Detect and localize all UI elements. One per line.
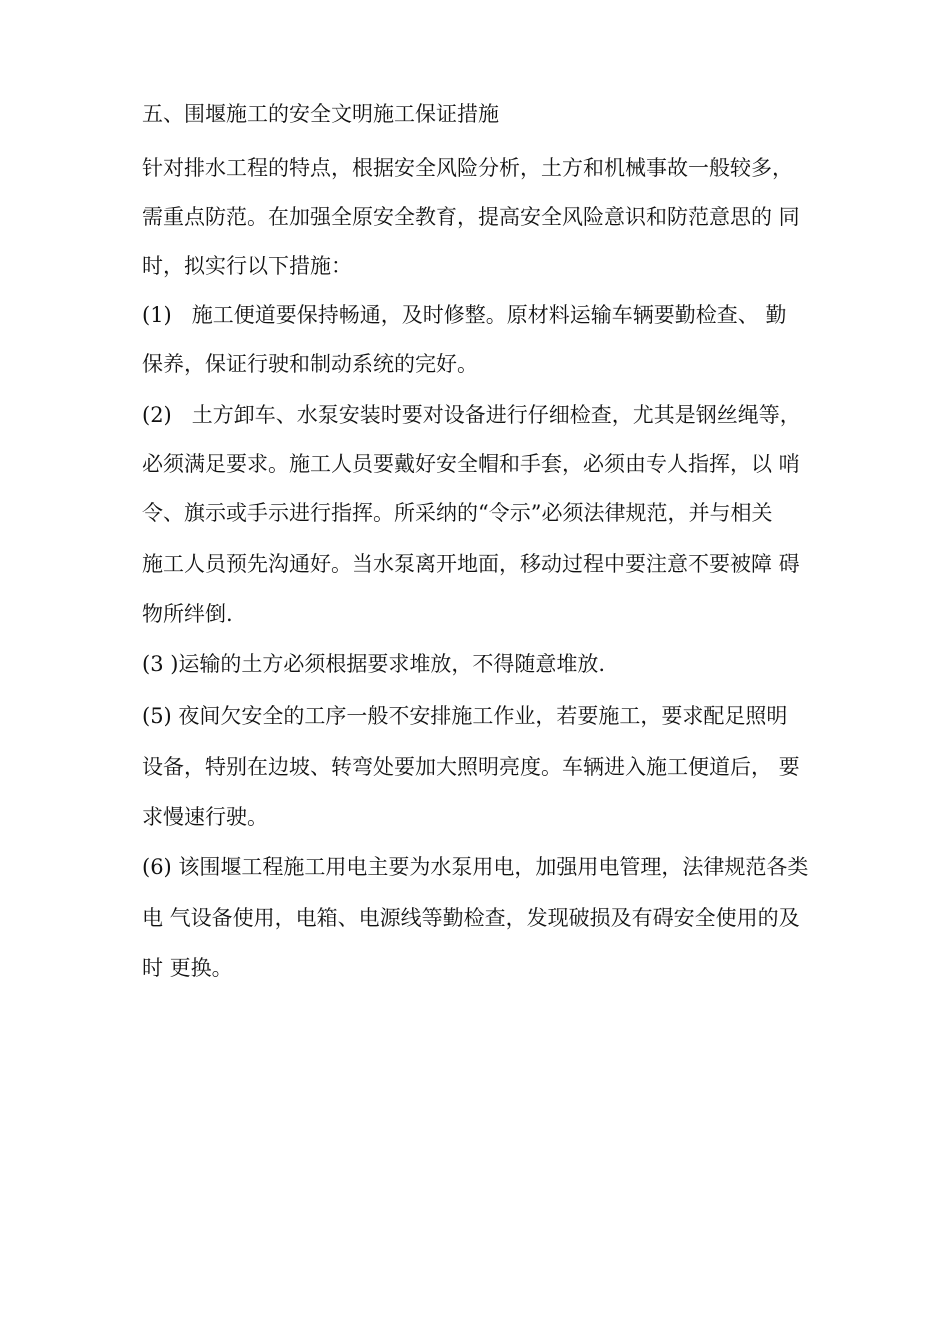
item-2-line-2: 必须满足要求。施工人员要戴好安全帽和手套，必须由专人指挥，以 哨 [142, 452, 800, 476]
intro-line-1: 针对排水工程的特点，根据安全风险分析，土方和机械事故一般较多， [142, 156, 793, 180]
item-6-line-3: 时 更换。 [142, 956, 233, 980]
item-5-line-3: 求慢速行驶。 [142, 805, 268, 829]
item-2-line-3: 令、旗示或手示进行指挥。所采纳的“令示”必须法律规范，并与相关 [142, 501, 773, 525]
item-5-line-1: (5) 夜间欠安全的工序一般不安排施工作业，若要施工，要求配足照明 [142, 704, 788, 728]
item-6-line-2: 电 气设备使用，电箱、电源线等勤检查，发现破损及有碍安全使用的及 [142, 906, 800, 930]
intro-line-3: 时，拟实行以下措施： [142, 254, 352, 278]
item-1-line-2: 保养，保证行驶和制动系统的完好。 [142, 352, 478, 376]
item-2-line-5: 物所绊倒. [142, 602, 233, 626]
item-6-line-1: (6) 该围堰工程施工用电主要为水泵用电，加强用电管理，法律规范各类 [142, 855, 809, 879]
item-1-line-1: (1) 施工便道要保持畅通，及时修整。原材料运输车辆要勤检查、 勤 [142, 303, 787, 327]
item-3-line-1: (3 )运输的土方必须根据要求堆放，不得随意堆放. [142, 652, 606, 676]
item-5-line-2: 设备，特别在边坡、转弯处要加大照明亮度。车辆进入施工便道后， 要 [142, 755, 800, 779]
item-2-line-4: 施工人员预先沟通好。当水泵离开地面，移动过程中要注意不要被障 碍 [142, 552, 800, 576]
item-2-line-1: (2) 土方卸车、水泵安装时要对设备进行仔细检查，尤其是钢丝绳等， [142, 403, 801, 427]
intro-line-2: 需重点防范。在加强全原安全教育，提高安全风险意识和防范意思的 同 [142, 205, 800, 229]
section-heading: 五、围堰施工的安全文明施工保证措施 [142, 102, 499, 126]
